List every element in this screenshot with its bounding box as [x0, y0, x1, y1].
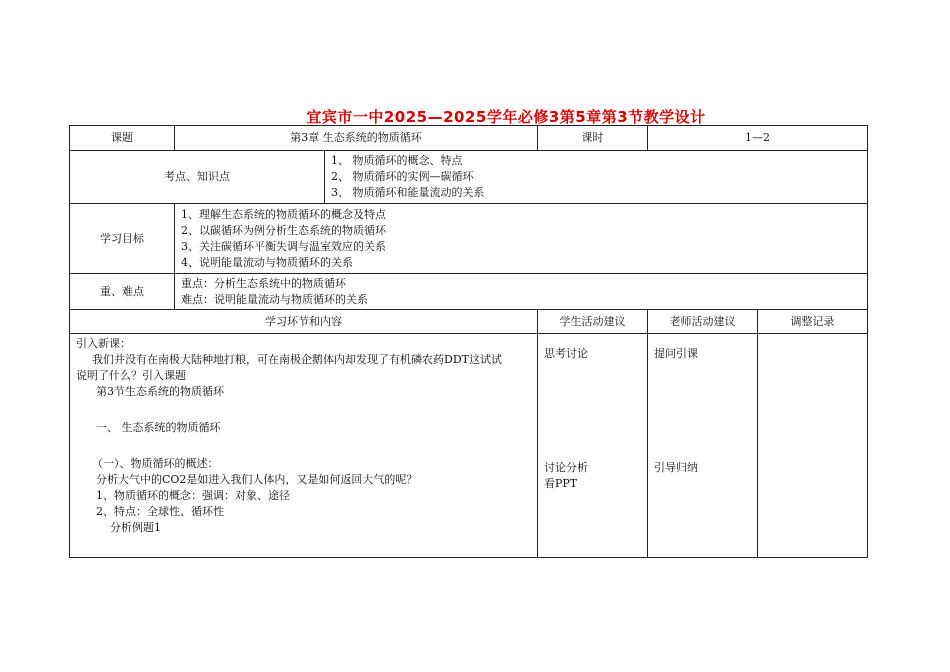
column-header-row [70, 310, 868, 334]
objective-item: 3、关注碳循环平衡失调与温室效应的关系 [181, 239, 386, 253]
objective-item: 1、理解生态系统的物质循环的概念及特点 [181, 207, 386, 221]
keypoints-content [175, 274, 868, 310]
lesson-label: 课题 [70, 126, 175, 151]
intro-paragraph: 我们并没有在南极大陆种地打粮，可在南极企鹅体内却发现了有机磷农药DDT这试试 [92, 353, 502, 366]
sub-heading: （一）、物质循环的概述： [92, 457, 219, 470]
keypoint-item: 重点：分析生态系统中的物质循环 [181, 276, 346, 290]
keypoint-item: 难点：说明能量流动与物质循环的关系 [181, 292, 368, 306]
intro-paragraph-cont: 说明了什么？引入课题 [76, 369, 186, 382]
teacher-activity-cell [648, 334, 758, 558]
knowledge-item: 3、 物质循环和能量流动的关系 [331, 186, 485, 199]
student-activity: 讨论分析 [544, 461, 588, 474]
student-activity: 看PPT [544, 477, 578, 490]
objective-item: 2、以碳循环为例分析生态系统的物质循环 [181, 223, 386, 237]
header-row [70, 126, 868, 151]
hours-value: 1—2 [648, 126, 868, 151]
knowledge-item: 1、 物质循环的概念、特点 [331, 154, 463, 167]
teacher-activity: 引导归纳 [654, 461, 698, 474]
section-title: 第3节生态系统的物质循环 [96, 385, 224, 398]
student-activity: 思考讨论 [544, 347, 588, 360]
adjust-record-cell [758, 334, 868, 558]
lesson-plan-table [69, 125, 868, 558]
heading-one: 一、 生态系统的物质循环 [96, 421, 221, 434]
lesson-value: 第3章 生态系统的物质循环 [175, 126, 538, 151]
knowledge-content [325, 151, 868, 204]
point-one: 1、物质循环的概念：强调：对象、途径 [96, 489, 290, 502]
intro-label: 引入新课： [76, 337, 131, 350]
lesson-content-cell [70, 334, 538, 558]
adjust-column-header: 调整记录 [758, 310, 868, 334]
student-activity-cell [538, 334, 648, 558]
knowledge-row [70, 151, 868, 204]
objectives-label: 学习目标 [70, 204, 175, 274]
teacher-activity: 提问引课 [654, 347, 698, 360]
knowledge-label: 考点、知识点 [70, 151, 325, 204]
knowledge-item: 2、 物质循环的实例—碳循环 [331, 170, 474, 183]
hours-label: 课时 [538, 126, 648, 151]
objectives-content [175, 204, 868, 274]
document-title: 宜宾市一中2025—2025学年必修3第5章第3节教学设计 [306, 108, 706, 126]
example-text: 分析例题1 [110, 521, 161, 534]
student-column-header: 学生活动建议 [538, 310, 648, 334]
teacher-column-header: 老师活动建议 [648, 310, 758, 334]
keypoints-label: 重、难点 [70, 274, 175, 310]
lesson-body-row [70, 334, 868, 558]
question-text: 分析大气中的CO2是如进入我们人体内，又是如何返回大气的呢？ [96, 473, 418, 486]
content-column-header: 学习环节和内容 [70, 310, 538, 334]
objectives-row [70, 204, 868, 274]
point-two: 2、特点：全球性、循环性 [96, 505, 224, 518]
objective-item: 4、说明能量流动与物质循环的关系 [181, 255, 353, 269]
keypoints-row [70, 274, 868, 310]
